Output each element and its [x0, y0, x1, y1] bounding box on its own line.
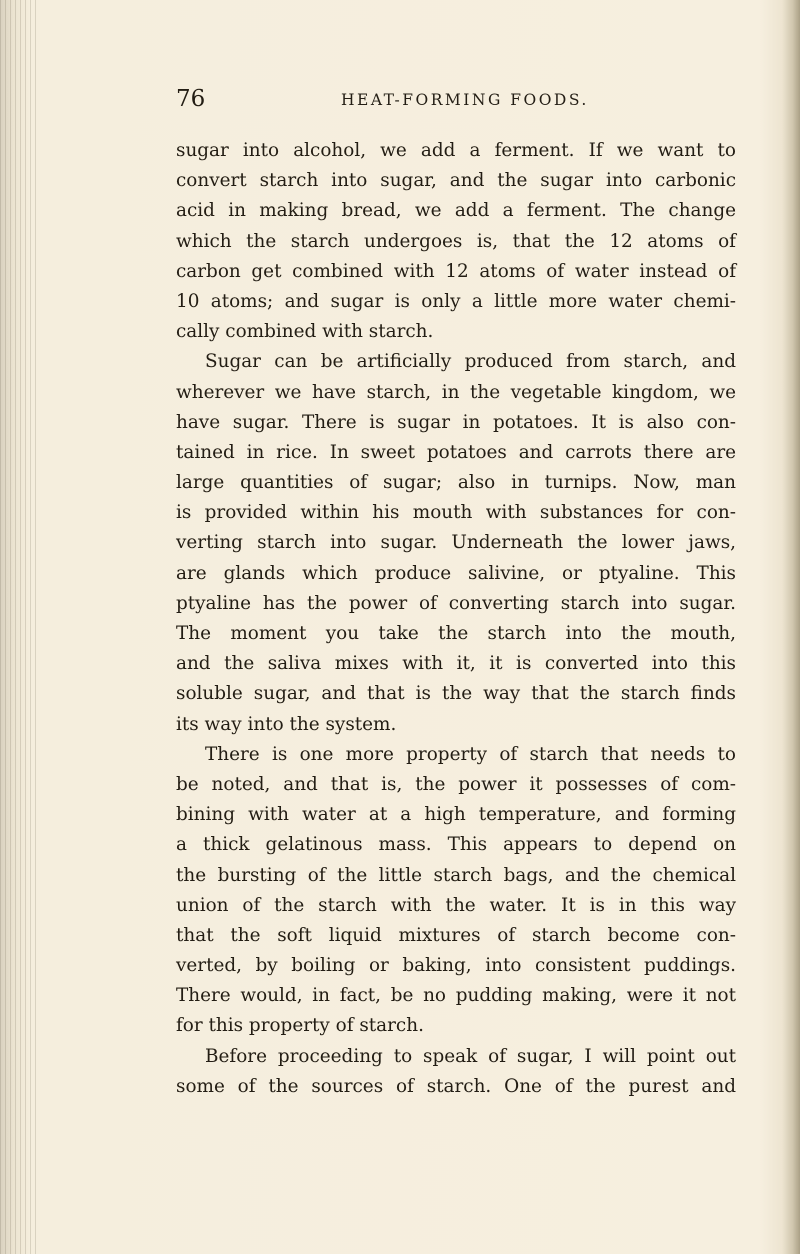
page-number: 76: [176, 86, 206, 112]
text-line: is provided within his mouth with substances for con-: [176, 502, 736, 524]
text-line: tained in rice. In sweet potatoes and carrots there are: [176, 441, 736, 463]
text-line: There is one more property of starch that needs to: [205, 743, 736, 765]
text-line: that the soft liquid mixtures of starch become con-: [176, 924, 736, 946]
text-line: Sugar can be artificially produced from starch, and: [205, 351, 736, 373]
text-line: sugar into alcohol, we add a ferment. If we want to: [176, 140, 736, 161]
text-line: convert starch into sugar, and the sugar into carbonic: [176, 170, 736, 192]
text-line: its way into the system.: [176, 713, 397, 735]
text-line: be noted, and that is, the power it possesses of com-: [176, 773, 736, 795]
text-line: wherever we have starch, in the vegetable kingdom, we: [176, 381, 736, 403]
text-line: There would, in fact, be no pudding making, were it not: [176, 985, 736, 1007]
text-line: are glands which produce salivine, or ptyaline. This: [176, 562, 736, 584]
text-line: ptyaline has the power of converting starch into sugar.: [176, 592, 736, 614]
text-line: some of the sources of starch. One of the purest and: [176, 1075, 736, 1097]
text-line: verting starch into sugar. Underneath the lower jaws,: [176, 532, 736, 554]
text-line: have sugar. There is sugar in potatoes. It is also con-: [176, 411, 736, 433]
text-line: a thick gelatinous mass. This appears to depend on: [176, 834, 736, 856]
text-line: Before proceeding to speak of sugar, I will point out: [205, 1045, 736, 1067]
text-line: cally combined with starch.: [176, 321, 434, 343]
text-line: verted, by boiling or baking, into consistent puddings.: [176, 955, 736, 977]
text-line: 10 atoms; and sugar is only a little more water chemi-: [176, 290, 736, 312]
text-line: bining with water at a high temperature, and forming: [176, 804, 736, 826]
text-line: The moment you take the starch into the mouth,: [176, 623, 736, 644]
text-line: union of the starch with the water. It is in this way: [176, 894, 736, 916]
text-line: and the saliva mixes with it, it is converted into this: [176, 653, 736, 675]
page-binding-edge: [0, 0, 36, 1254]
text-line: carbon get combined with 12 atoms of water instead of: [176, 260, 736, 282]
body-text: [176, 136, 736, 1102]
text-line: for this property of starch.: [176, 1015, 424, 1037]
text-line: the bursting of the little starch bags, and the chemical: [176, 864, 736, 886]
text-line: acid in making bread, we add a ferment. The change: [176, 200, 736, 222]
text-line: soluble sugar, and that is the way that the starch finds: [176, 683, 736, 705]
running-head: HEAT-FORMING FOODS.: [341, 91, 589, 109]
page-header: [176, 84, 736, 118]
page-right-edge: [782, 0, 800, 1254]
text-line: which the starch undergoes is, that the 12 atoms of: [176, 230, 736, 252]
text-line: large quantities of sugar; also in turnips. Now, man: [176, 472, 736, 494]
